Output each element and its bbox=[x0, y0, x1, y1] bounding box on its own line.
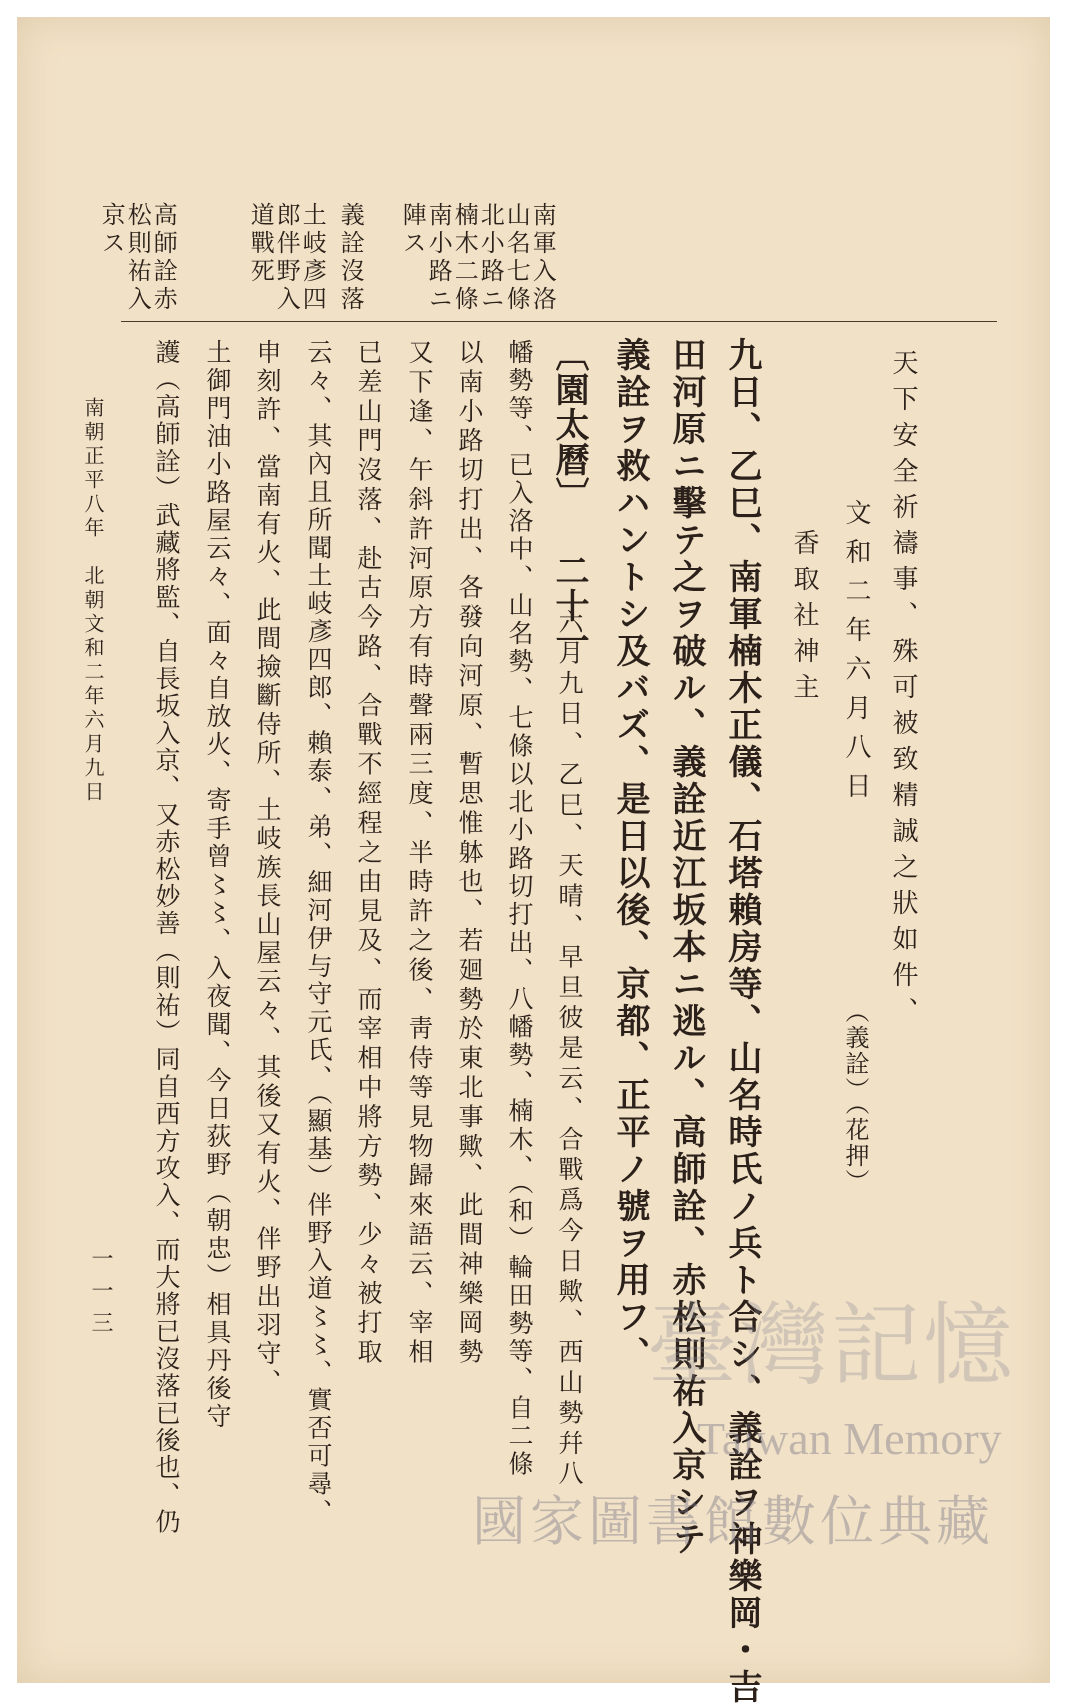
header-note: 郎伴野入 bbox=[272, 202, 301, 314]
body-column: 文和二年六月八日 bbox=[841, 499, 871, 811]
header-note: 義詮沒落 bbox=[336, 202, 365, 314]
body-column: 香取社神主 bbox=[789, 529, 819, 709]
watermark-english: Taiwan Memory bbox=[697, 1413, 1002, 1464]
header-note: 松則祐入 bbox=[123, 202, 152, 314]
header-rule bbox=[121, 321, 997, 322]
body-column: 六月九日、乙巳、天晴、早旦彼是云、合戰爲今日歟、西山勢幷八 bbox=[555, 609, 584, 1491]
header-note: 南軍入洛 bbox=[528, 202, 557, 314]
header-note: 道戰死 bbox=[246, 202, 275, 286]
body-column: 已差山門沒落、赴古今路、合戰不經程之由見及、而宰相中將方勢、少々被打取 bbox=[354, 339, 383, 1368]
body-column: 九日、乙巳、南軍楠木正儀、石塔賴房等、山名時氏ノ兵ト合シ、義詮ヲ神樂岡・吉 bbox=[722, 337, 762, 1706]
body-column: 義詮ヲ救ハントシ及バズ、是日以後、京都、正平ノ號ヲ用フ、 bbox=[610, 337, 650, 1373]
body-column: 以南小路切打出、各發向河原、暫思惟躰也、若廻勢於東北事歟、此間神樂岡勢 bbox=[455, 339, 484, 1368]
header-note: 南小路ニ bbox=[424, 202, 453, 314]
header-note: 土岐彥四 bbox=[298, 202, 327, 314]
body-column: （義詮）（花押） bbox=[841, 999, 869, 1195]
running-title: 南朝正平八年 北朝文和二年六月九日 bbox=[81, 397, 105, 805]
body-column: 又下逢、午斜許河原方有時聲兩三度、半時許之後、靑侍等見物歸來語云、宰相 bbox=[405, 339, 434, 1368]
page-number: 一一三 bbox=[88, 1247, 113, 1343]
body-column: 護（高師詮）武藏將監、自長坂入京、又赤松妙善（則祐）同自西方攻入、而大將已沒落已後也、仍 bbox=[152, 339, 181, 1536]
body-column: 〔園太曆〕 二十一 bbox=[549, 337, 589, 658]
body-column: 申刻許、當南有火、此間撿斷侍所、土岐族長山屋云々、其後又有火、伴野出羽守、 bbox=[253, 339, 282, 1398]
body-column: 幡勢等、已入洛中、山名勢、七條以北小路切打出、八幡勢、楠木、（和）輪田勢等、自二條 bbox=[505, 339, 534, 1479]
book-page bbox=[17, 17, 1050, 1706]
body-column: 田河原ニ擊テ之ヲ破ル、義詮近江坂本ニ逃ル、高師詮、赤松則祐入京シテ bbox=[666, 337, 706, 1558]
watermark-chinese: 國家圖書館數位典藏 bbox=[472, 1490, 994, 1553]
header-note: 北小路ニ bbox=[476, 202, 505, 314]
body-column: 云々、其內且所聞土岐彥四郎、賴泰、弟、細河伊与守元氏、（顯基）伴野入道〻〻、實否可尋、 bbox=[304, 339, 333, 1527]
watermark-logo: 臺灣記憶 bbox=[647, 1293, 1015, 1398]
header-note: 高師詮赤 bbox=[149, 202, 178, 314]
body-column: 天下安全祈禱事、殊可被致精誠之狀如件、 bbox=[888, 349, 918, 1033]
header-note: 楠木二條 bbox=[450, 202, 479, 314]
header-note: 陣ス bbox=[398, 202, 427, 258]
body-column: 土御門油小路屋云々、面々自放火、寄手曾〻〻、入夜聞、今日荻野（朝忠）相具丹後守 bbox=[203, 339, 232, 1431]
header-note: 京ス bbox=[97, 202, 126, 258]
header-note: 山名七條 bbox=[502, 202, 531, 314]
